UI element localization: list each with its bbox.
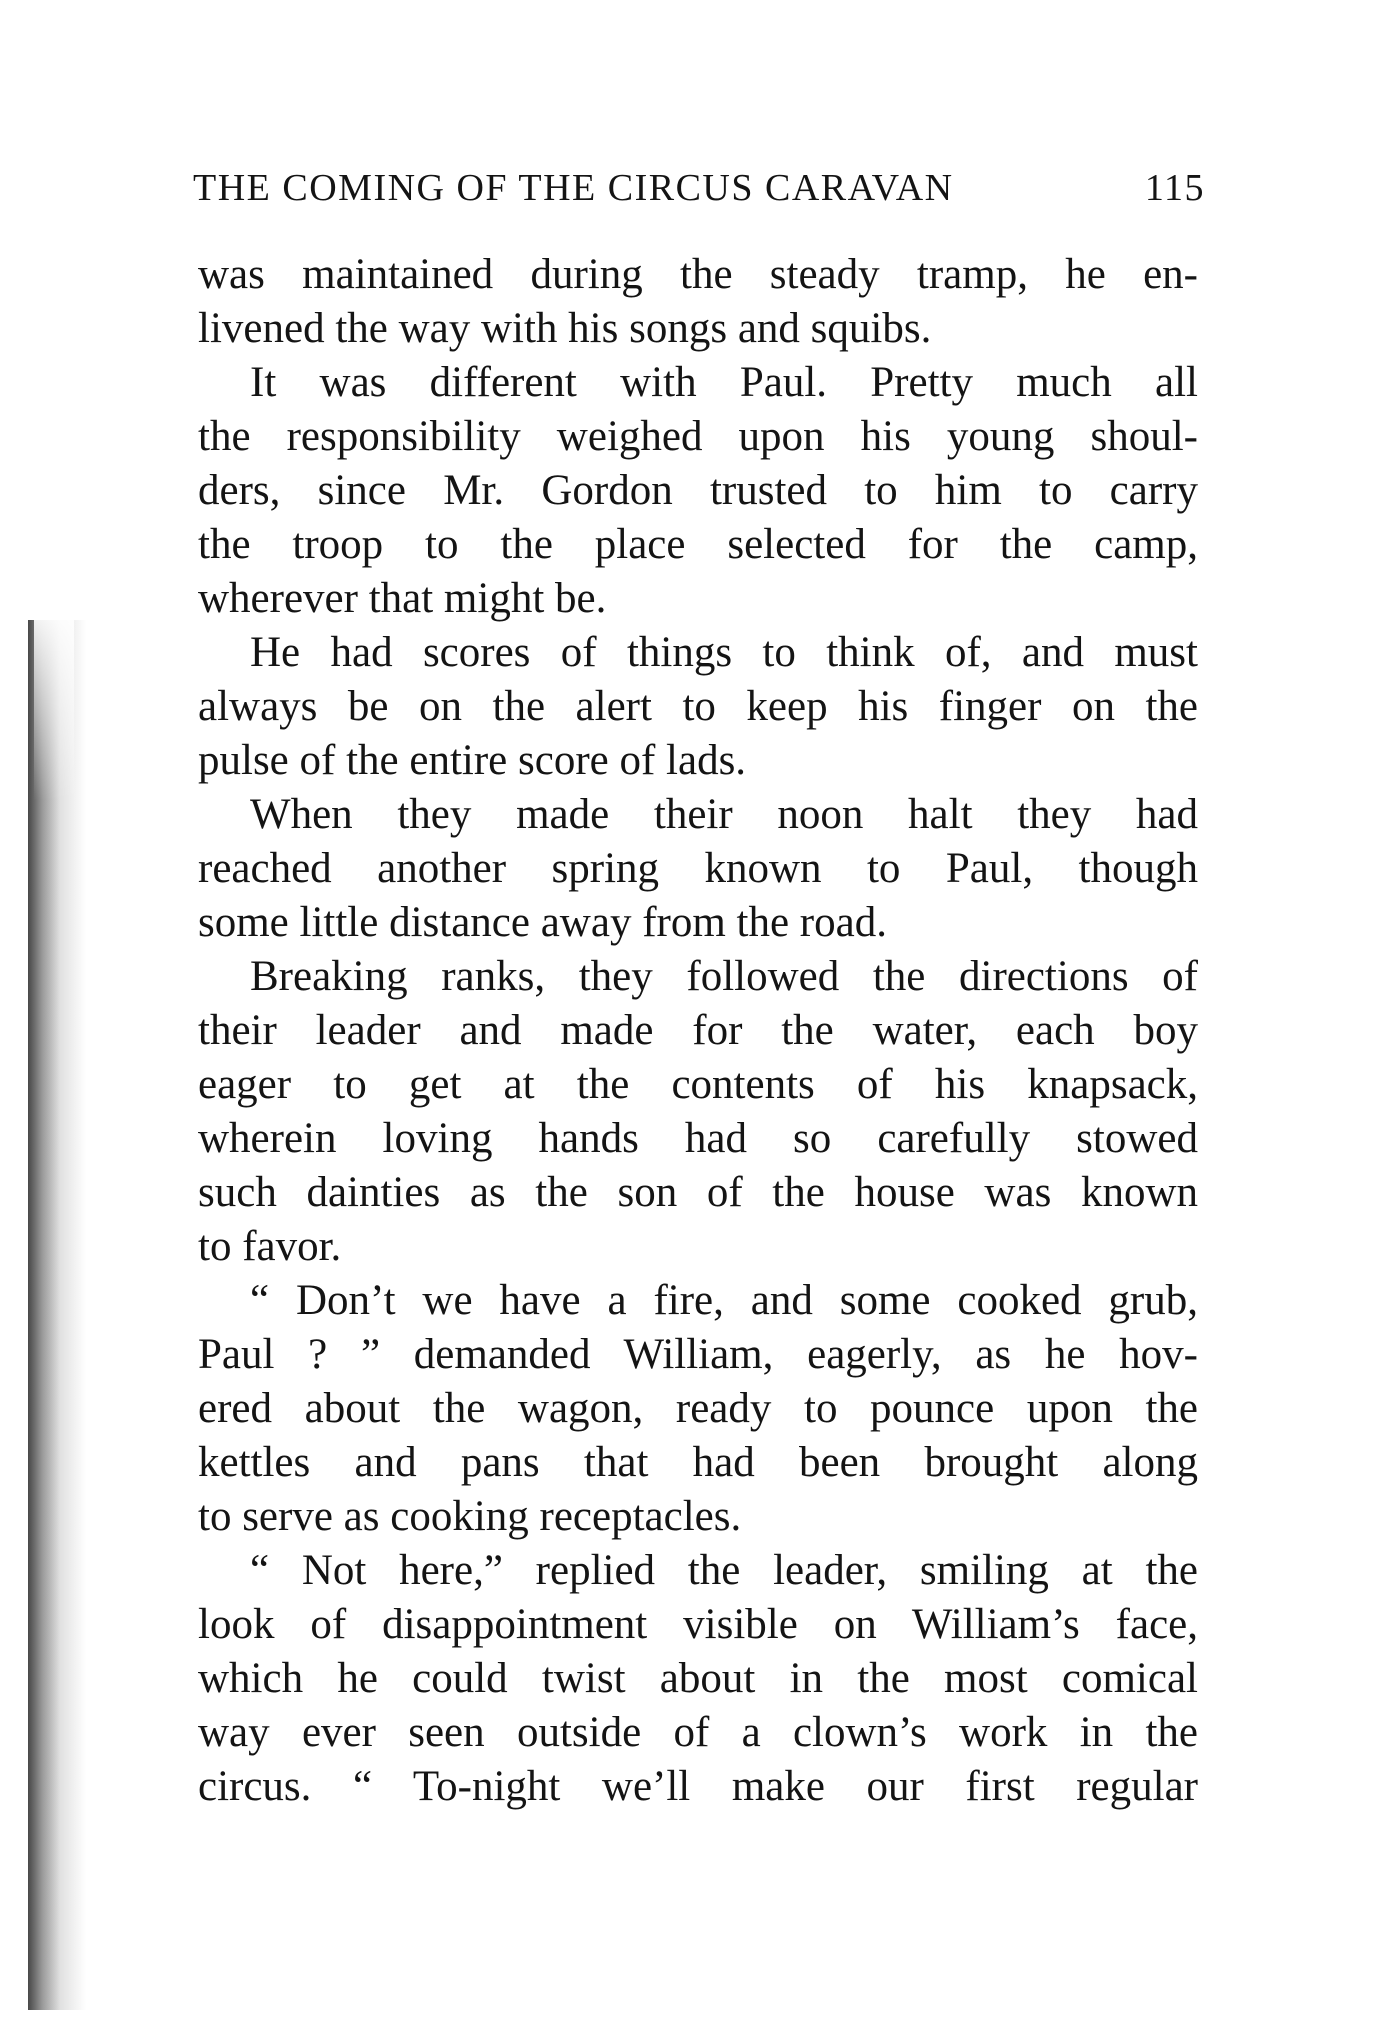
text-line: to serve as cooking receptacles.: [198, 1493, 742, 1540]
text-line: look of disappointment visible on William’s face,: [198, 1601, 1198, 1648]
text-line: kettles and pans that had been brought along: [198, 1439, 1198, 1486]
text-line: circus. “ To-night we’ll make our first regular: [198, 1763, 1198, 1810]
binding-shadow: [28, 620, 86, 2010]
text-line: to favor.: [198, 1223, 342, 1270]
text-line: He had scores of things to think of, and must: [250, 629, 1198, 676]
text-line: the responsibility weighed upon his young shoul-: [198, 413, 1198, 460]
text-line: the troop to the place selected for the camp,: [198, 521, 1198, 568]
text-line: which he could twist about in the most comical: [198, 1655, 1198, 1702]
page-number: 115: [1144, 167, 1205, 209]
running-header: [193, 162, 1205, 214]
text-line: some little distance away from the road.: [198, 899, 887, 946]
text-line: always be on the alert to keep his finger on the: [198, 683, 1198, 730]
text-line: way ever seen outside of a clown’s work in the: [198, 1709, 1198, 1756]
text-line: such dainties as the son of the house was known: [198, 1169, 1198, 1216]
running-title: THE COMING OF THE CIRCUS CARAVAN: [193, 167, 954, 209]
text-line: Paul ? ” demanded William, eagerly, as he hov-: [198, 1331, 1198, 1378]
binding-shadow-fade: [34, 600, 74, 800]
body-text: [198, 248, 1198, 1814]
text-line: eager to get at the contents of his knapsack,: [198, 1061, 1198, 1108]
text-line: pulse of the entire score of lads.: [198, 737, 747, 784]
text-line: ered about the wagon, ready to pounce upon the: [198, 1385, 1198, 1432]
text-line: livened the way with his songs and squibs.: [198, 305, 932, 352]
text-line: reached another spring known to Paul, though: [198, 845, 1198, 892]
text-line: “ Not here,” replied the leader, smiling at the: [250, 1547, 1198, 1594]
text-line: “ Don’t we have a fire, and some cooked grub,: [250, 1277, 1198, 1324]
text-line: wherein loving hands had so carefully stowed: [198, 1115, 1198, 1162]
text-line: wherever that might be.: [198, 575, 607, 622]
text-line: Breaking ranks, they followed the directions of: [250, 953, 1198, 1000]
text-line: their leader and made for the water, each boy: [198, 1007, 1198, 1054]
text-line: ders, since Mr. Gordon trusted to him to carry: [198, 467, 1198, 514]
text-line: It was different with Paul. Pretty much all: [250, 359, 1198, 406]
text-line: When they made their noon halt they had: [250, 791, 1198, 838]
text-line: was maintained during the steady tramp, he en-: [198, 251, 1198, 298]
